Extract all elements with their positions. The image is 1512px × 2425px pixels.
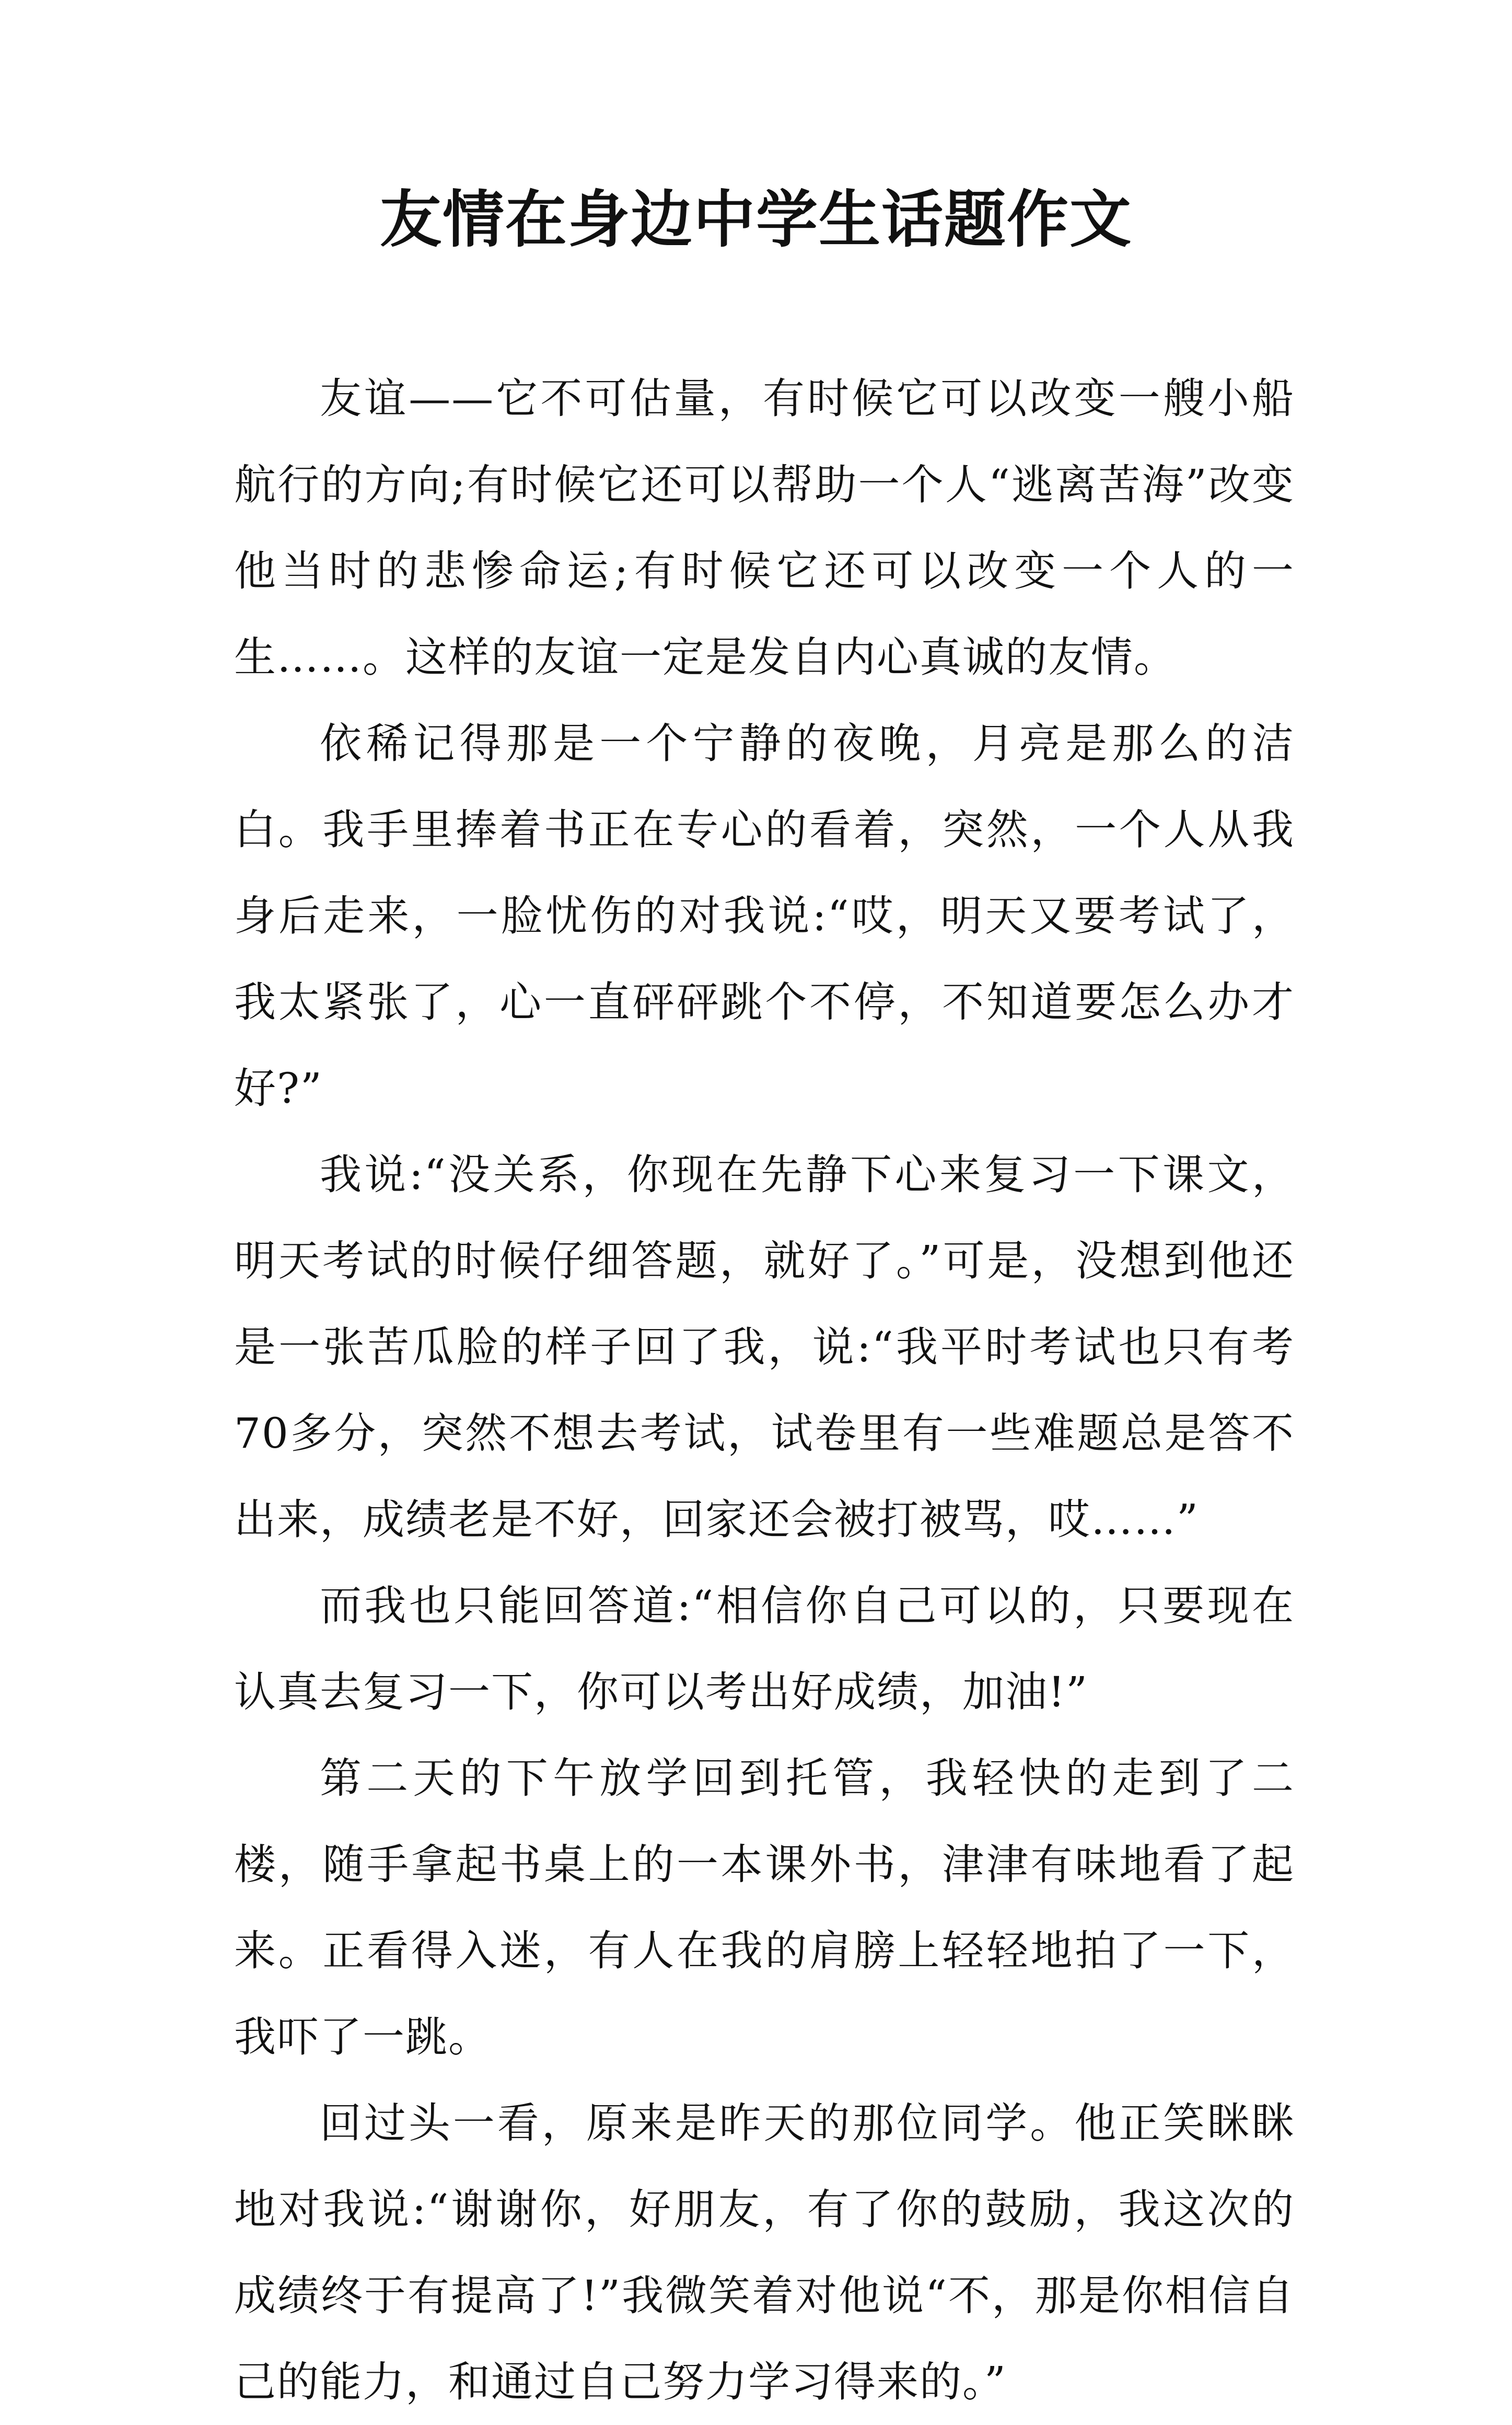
paragraph-3: 我说:“没关系，你现在先静下心来复习一下课文，明天考试的时候仔细答题，就好了。”可是，没想到他还是一张苦瓜脸的样子回了我，说:“我平时考试也只有考70多分，突然不想去考试，试卷里有一些难题总是答不出来，成绩老是不好，回家还会被打被骂，哎……” — [234, 1150, 1295, 1544]
paragraph-1: 友谊——它不可估量，有时候它可以改变一艘小船航行的方向;有时候它还可以帮助一个人“逃离苦海”改变他当时的悲惨命运;有时候它还可以改变一个人的一生……。这样的友谊一定是发自内心真诚的友情。 — [234, 374, 1295, 682]
document-title: 友情在身边中学生话题作文 — [379, 183, 1132, 256]
paragraph-6: 回过头一看，原来是昨天的那位同学。他正笑眯眯地对我说:“谢谢你，好朋友，有了你的鼓励，我这次的成绩终于有提高了!”我微笑着对他说“不，那是你相信自己的能力，和通过自己努力学习得来的。” — [234, 2099, 1295, 2406]
paragraph-4: 而我也只能回答道:“相信你自己可以的，只要现在认真去复习一下，你可以考出好成绩，加油!” — [234, 1581, 1295, 1716]
paragraph-5: 第二天的下午放学回到托管，我轻快的走到了二楼，随手拿起书桌上的一本课外书，津津有味地看了起来。正看得入迷，有人在我的肩膀上轻轻地拍了一下，我吓了一跳。 — [234, 1754, 1295, 2061]
document-body — [234, 355, 1295, 2425]
paragraph-2: 依稀记得那是一个宁静的夜晚，月亮是那么的洁白。我手里捧着书正在专心的看着，突然，一个人从我身后走来，一脸忧伤的对我说:“哎，明天又要考试了，我太紧张了，心一直砰砰跳个不停，不知道要怎么办才好?” — [234, 719, 1295, 1113]
